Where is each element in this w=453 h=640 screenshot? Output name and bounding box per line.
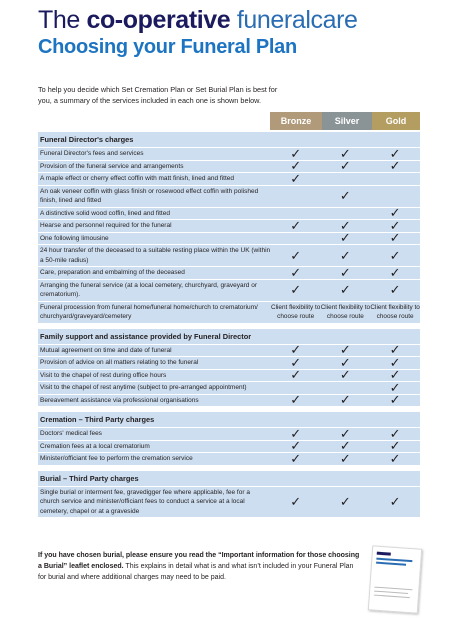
row-label: Funeral procession from funeral home/funeral home/church to crematorium/ churchyard/graveyard/cemetery (40, 303, 258, 320)
check-icon-silver: ✓ (339, 230, 351, 246)
row-label: Visit to the chapel of rest during office hours (40, 371, 167, 379)
row-label: Single burial or interment fee, gravedigger fee where applicable, fee for a church service and minister/officiant fees to conduct a service at a local cemetery, chapel or at a graveside (40, 488, 250, 515)
plan-comparison-table (38, 132, 420, 518)
row-label: Provision of the funeral service and arrangements (40, 162, 184, 170)
check-icon-gold: ✓ (389, 247, 401, 263)
check-icon-gold: ✓ (389, 438, 401, 454)
check-icon-gold: ✓ (389, 354, 401, 370)
brand-the: The (38, 6, 80, 34)
check-icon-silver: ✓ (339, 188, 351, 203)
check-icon-gold: ✓ (389, 425, 401, 441)
route-note-gold: Client flexibility to choose route (370, 303, 420, 320)
table-row (38, 280, 420, 302)
footer-body: This explains in detail what is and what isn’t included in your Funeral Plan for burial and where additional charges may need to be paid. (38, 563, 354, 581)
section-heading: Burial – Third Party charges (38, 471, 420, 487)
check-icon-bronze: ✓ (290, 342, 302, 358)
check-icon-gold: ✓ (389, 145, 401, 161)
burial-leaflet-thumbnail (368, 545, 422, 613)
check-icon-gold: ✓ (389, 342, 401, 358)
route-note-bronze: Client flexibility to choose route (270, 303, 321, 320)
check-icon-gold: ✓ (389, 367, 401, 383)
check-icon-bronze: ✓ (290, 282, 302, 297)
check-icon-gold: ✓ (389, 230, 401, 246)
check-icon-silver: ✓ (339, 450, 351, 466)
row-label: Funeral Director's fees and services (40, 150, 144, 157)
table-section (38, 471, 420, 519)
check-icon-gold: ✓ (389, 217, 401, 233)
row-label: A maple effect or cherry effect coffin with matt finish, lined and fitted (40, 175, 235, 182)
check-icon-gold: ✓ (389, 264, 401, 280)
route-note-silver: Client flexibility to choose route (320, 303, 371, 320)
check-icon-silver: ✓ (339, 342, 351, 358)
footer-lead: If you have chosen burial, please ensure you read the “Important information for those choosing a Burial” leaflet enclosed. (38, 552, 360, 570)
check-icon-bronze: ✓ (290, 145, 302, 161)
table-row (38, 158, 420, 174)
check-icon-silver: ✓ (339, 425, 351, 441)
empty-cell-silver (321, 173, 371, 185)
table-row (38, 245, 420, 267)
table-row (38, 230, 420, 246)
table-row (38, 450, 420, 466)
check-icon-bronze: ✓ (290, 264, 302, 280)
table-row (38, 392, 420, 408)
check-icon-bronze: ✓ (290, 438, 302, 454)
table-section (38, 329, 420, 408)
intro-text: To help you decide which Set Cremation Plan or Set Burial Plan is best for you, a summary of the services included in each one is shown below. (38, 85, 278, 105)
check-icon-silver: ✓ (339, 282, 351, 297)
row-label: Minister/officiant fee to perform the cremation service (40, 455, 193, 462)
table-row (38, 186, 420, 208)
plan-header-bronze: Bronze (270, 112, 322, 130)
check-icon-bronze: ✓ (290, 367, 302, 383)
row-label: Visit to the chapel of rest anytime (subject to pre-arranged appointment) (40, 384, 247, 391)
check-icon-bronze: ✓ (290, 450, 302, 466)
check-icon-gold: ✓ (389, 379, 401, 395)
table-row (38, 354, 420, 370)
page-title: Choosing your Funeral Plan (38, 36, 297, 58)
check-icon-bronze: ✓ (290, 354, 302, 370)
row-label: Hearse and personnel required for the funeral (40, 222, 172, 229)
empty-cell-bronze (271, 233, 321, 245)
empty-cell-gold (370, 173, 420, 185)
brand-logo (38, 5, 358, 35)
check-icon-bronze: ✓ (290, 247, 302, 263)
table-section (38, 412, 420, 466)
row-label: One following limousine (40, 234, 109, 242)
table-row (38, 379, 420, 395)
check-icon-gold: ✓ (389, 158, 401, 174)
row-label: Mutual agreement on time and date of funeral (40, 346, 172, 354)
section-heading: Family support and assistance provided by Funeral Director (38, 329, 420, 345)
table-row (38, 217, 420, 233)
empty-cell-gold (370, 186, 420, 207)
plan-header-gold: Gold (372, 112, 420, 130)
check-icon-bronze: ✓ (290, 425, 302, 441)
section-heading: Cremation – Third Party charges (38, 412, 420, 428)
row-label: 24 hour transfer of the deceased to a suitable resting place within the UK (within a 50-mile radius) (40, 247, 271, 264)
check-icon-gold: ✓ (389, 493, 401, 509)
brand-coop: co-operative (86, 6, 231, 34)
check-icon-gold: ✓ (389, 392, 401, 408)
check-icon-bronze: ✓ (290, 217, 302, 233)
check-icon-silver: ✓ (339, 217, 351, 233)
check-icon-silver: ✓ (339, 264, 351, 280)
table-row (38, 264, 420, 280)
section-heading: Funeral Director's charges (38, 132, 420, 148)
check-icon-silver: ✓ (339, 493, 351, 509)
check-icon-bronze: ✓ (290, 493, 302, 509)
check-icon-silver: ✓ (339, 247, 351, 263)
table-section (38, 132, 420, 324)
row-label: A distinctive solid wood coffin, lined and fitted (40, 209, 170, 217)
check-icon-gold: ✓ (389, 282, 401, 297)
check-icon-gold: ✓ (389, 450, 401, 466)
check-icon-bronze: ✓ (290, 158, 302, 174)
row-label: Arranging the funeral service (at a local cemetery, churchyard, graveyard or crematorium). (40, 281, 258, 298)
table-row (38, 425, 420, 441)
check-icon-silver: ✓ (339, 158, 351, 174)
table-row (38, 145, 420, 161)
footer-note (38, 550, 360, 583)
row-label: Doctors' medical fees (40, 430, 102, 437)
row-label: Bereavement assistance via professional organisations (40, 396, 199, 404)
table-row (38, 170, 420, 186)
check-icon-bronze: ✓ (290, 170, 302, 186)
brand-funeralcare: funeralcare (236, 6, 358, 34)
table-row (38, 302, 420, 324)
empty-cell-bronze (271, 186, 321, 207)
plan-header-silver: Silver (322, 112, 372, 130)
check-icon-bronze: ✓ (290, 392, 302, 408)
row-label: Care, preparation and embalming of the deceased (40, 269, 185, 276)
check-icon-silver: ✓ (339, 438, 351, 454)
check-icon-silver: ✓ (339, 145, 351, 161)
check-icon-silver: ✓ (339, 367, 351, 383)
check-icon-gold: ✓ (389, 205, 401, 221)
row-label: Cremation fees at a local crematorium (40, 442, 150, 450)
check-icon-silver: ✓ (339, 392, 351, 408)
table-row (38, 487, 420, 519)
row-label: Provision of advice on all matters relating to the funeral (40, 359, 199, 366)
table-row (38, 205, 420, 221)
row-label: An oak veneer coffin with glass finish or rosewood effect coffin with polished finish, lined and fitted (40, 187, 259, 204)
table-row (38, 367, 420, 383)
check-icon-silver: ✓ (339, 354, 351, 370)
table-row (38, 342, 420, 358)
table-row (38, 438, 420, 454)
